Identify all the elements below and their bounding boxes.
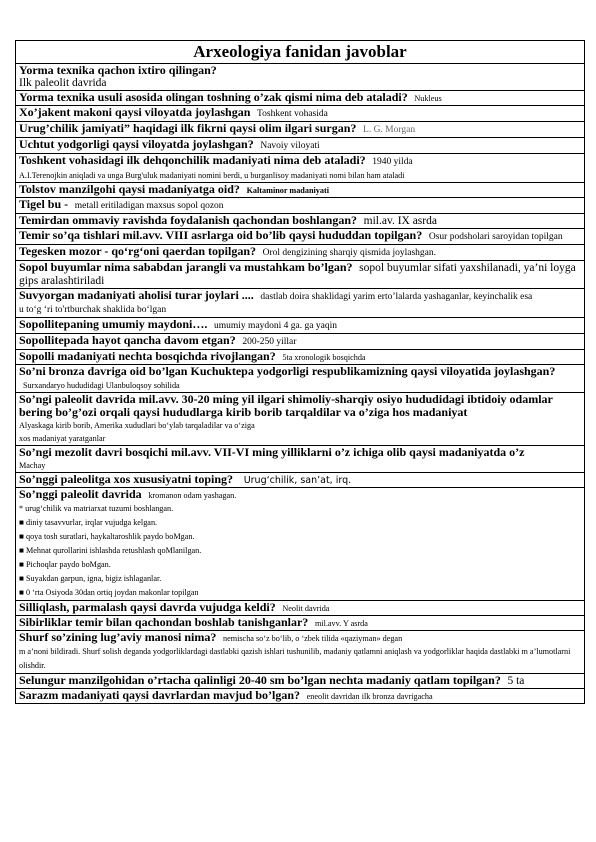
- answer: Nukleus: [414, 94, 442, 103]
- table-row: [16, 245, 584, 261]
- question: Tolstov manzilgohi qaysi madaniyatga oid?: [19, 182, 240, 196]
- table-row: [16, 138, 584, 154]
- question: Sarazm madaniyati qaysi davrlardan mavjud bo’lgan?: [19, 688, 301, 702]
- answer: 5 ta: [507, 675, 525, 687]
- table-row: [16, 393, 584, 446]
- answer: Kaltaminor madaniyati: [246, 186, 329, 195]
- question: So’ni bronza davriga oid bo’lgan Kuchuktepa yodgorligi respublikamizning qaysi viloyatida joylashgan?: [19, 364, 556, 378]
- question: Yorma texnika qachon ixtiro qilingan?: [19, 63, 217, 77]
- answer-detail: xos madaniyat yaratganlar: [19, 434, 106, 443]
- answer: 200-250 yillar: [242, 337, 297, 347]
- answer: Neolit davrida: [282, 604, 330, 613]
- answer-detail: u to‘g ‘ri to'rtburchak shaklida bo‘lgan: [19, 305, 167, 315]
- question: Sopol buyumlar nima sababdan jarangli va mustahkam bo’lgan?: [19, 260, 353, 274]
- answer: sopol buyumlar sifati yaxshilanadi, ya’ni loyga gips aralashtiriladi: [19, 262, 576, 287]
- answer: Toshkent vohasida: [257, 109, 328, 119]
- table-row: [16, 689, 584, 703]
- table-row: [16, 488, 584, 601]
- table-row: [16, 631, 584, 674]
- table-row: [16, 198, 584, 214]
- table-row: [16, 214, 584, 229]
- answer: kromanon odam yashagan.: [148, 491, 237, 500]
- table-row: [16, 446, 584, 473]
- table-row: [16, 154, 584, 183]
- question: Uchtut yodgorligi qaysi viloyatda joylashgan?: [19, 137, 254, 151]
- answer: Ilk paleolit davrida: [19, 77, 107, 89]
- question: Temirdan ommaviy ravishda foydalanish qachondan boshlangan?: [19, 213, 357, 227]
- answer-detail: m a’noni bildiradi. Shurf solish deganda yodgorliklardagi dastlabki qazish ishlari tushunilib, madaniy qatlamni aniqlash va yodgorliklar haqida dastlabki m a’lumotlarni olishdir.: [19, 647, 571, 670]
- table-row: [16, 106, 584, 122]
- question: So’ngi mezolit davri bosqichi mil.avv. VII-VI ming yilliklarni o’z ichiga olib qaysi madaniyatda o’z: [19, 445, 525, 459]
- table-row: [16, 473, 584, 488]
- answer: mil.av. IX asrda: [363, 215, 437, 227]
- answer: dastlab doira shaklidagi yarim erto’lalarda yashaganlar, keyinchalik esa: [260, 292, 533, 302]
- list-item: ■ 0 ‘rta Osiyoda 30dan ortiq joydan makonlar topilgan: [19, 588, 199, 597]
- table-row: [16, 289, 584, 318]
- list-item: * urug‘chilik va matriarxat tuzumi boshlangan.: [19, 504, 174, 513]
- answer: Urug‘chilik, san’at, irq.: [243, 475, 352, 486]
- answer: Surxandaryo hududidagi Ulanbuloqsoy sohilida: [23, 381, 180, 390]
- question: So’ngi paleolit davrida mil.avv. 30-20 ming yil ilgari shimoliy-sharqiy osiyo hududidagi ibtidoiy odamlar bering bo’g’ozi orqali qaysi hududlarga kirib borib tarqaldilar va o’ziga hos madaniyat: [19, 392, 553, 419]
- question: Tigel bu -: [19, 197, 69, 211]
- table-row: [16, 616, 584, 631]
- question: Sopollitepada hayot qancha davom etgan?: [19, 333, 236, 347]
- answers-table: [15, 40, 585, 704]
- question: Toshkent vohasidagi ilk dehqonchilik madaniyati nima deb ataladi?: [19, 153, 366, 167]
- table-row: [16, 601, 584, 616]
- table-row: [16, 334, 584, 350]
- document-title: Arxeologiya fanidan javoblar: [16, 41, 584, 64]
- question: Sopolli madaniyati nechta bosqichda rivojlangan?: [19, 349, 276, 363]
- table-row: [16, 318, 584, 334]
- question: So’nggi paleolitga xos xususiyatni toping?: [19, 472, 234, 486]
- question: Sopollitepaning umumiy maydoni….: [19, 317, 208, 331]
- answer: Machay: [19, 461, 46, 470]
- question: Yorma texnika usuli asosida olingan toshning o’zak qismi nima deb ataladi?: [19, 90, 408, 104]
- question: Tegesken mozor - qo‘rg‘oni qaerdan topilgan?: [19, 244, 257, 258]
- table-row: [16, 365, 584, 393]
- question: Selungur manzilgohidan o’rtacha qalinligi 20-40 sm bo’lgan nechta madaniy qatlam topilgan?: [19, 673, 501, 687]
- answer: 1940 yilda: [372, 157, 413, 167]
- answer: nemischa so‘z bo‘lib, o ‘zbek tilida «qaziyman» degan: [223, 634, 403, 643]
- question: Shurf so’zining lug’aviy manosi nima?: [19, 630, 217, 644]
- answer: Osur podsholari saroyidan topilgan: [428, 232, 563, 242]
- question: Silliqlash, parmalash qaysi davrda vujudga keldi?: [19, 600, 276, 614]
- answer: Alyaskaga kirib borib, Amerika xududlari bo‘ylab tarqaladilar va o‘ziga: [19, 421, 255, 430]
- answer: Navoiy viloyati: [260, 141, 320, 151]
- list-item: ■ Mehnat qurollarini ishlashda retushlash qoMlanilgan.: [19, 546, 202, 555]
- table-row: [16, 229, 584, 245]
- list-item: ■ qoya tosh suratlari, haykaltaroshlik paydo boMgan.: [19, 532, 195, 541]
- list-item: ■ Pichoqlar paydo boMgan.: [19, 560, 111, 569]
- question: Sibirliklar temir bilan qachondan boshlab tanishganlar?: [19, 615, 309, 629]
- answer: 5ta xronologik bosqichda: [282, 353, 366, 362]
- list-item: ■ diniy tasavvurlar, irqlar vujudga kelgan.: [19, 518, 158, 527]
- question: Urug’chilik jamiyati” haqidagi ilk fikrni qaysi olim ilgari surgan?: [19, 121, 357, 135]
- question: Suvyorgan madaniyati aholisi turar joylari ....: [19, 288, 254, 302]
- answer: metall eritiladigan maxsus sopol qozon: [74, 201, 224, 211]
- answer: mil.avv. Y asrda: [314, 619, 368, 628]
- list-item: ■ Suyakdan garpun, igna, bigiz ishlaganlar.: [19, 574, 162, 583]
- table-row: [16, 91, 584, 106]
- question: Temir so’qa tishlari mil.avv. VIII asrlarga oid bo’lib qaysi hududdan topilgan?: [19, 228, 423, 242]
- table-row: [16, 674, 584, 689]
- table-row: [16, 122, 584, 138]
- answer: L. G. Morgan: [363, 125, 416, 135]
- answer-detail: A.I.Terenojkin aniqladi va unga Burg'uluk madaniyati nomini berdi, u burganlisoy madaniyati nomi bilan ham ataladi: [19, 171, 405, 180]
- answer: umumiy maydoni 4 ga. ga yaqin: [214, 321, 337, 331]
- question: Xo’jakent makoni qaysi viloyatda joylashgan: [19, 105, 251, 119]
- table-row: [16, 64, 584, 91]
- table-row: [16, 183, 584, 198]
- answer: Orol dengizining sharqiy qismida joylashgan.: [262, 248, 436, 258]
- table-row: [16, 350, 584, 365]
- question: So’nggi paleolit davrida: [19, 487, 142, 501]
- answer: eneolit davridan ilk bronza davrigacha: [306, 692, 433, 701]
- table-row: [16, 261, 584, 289]
